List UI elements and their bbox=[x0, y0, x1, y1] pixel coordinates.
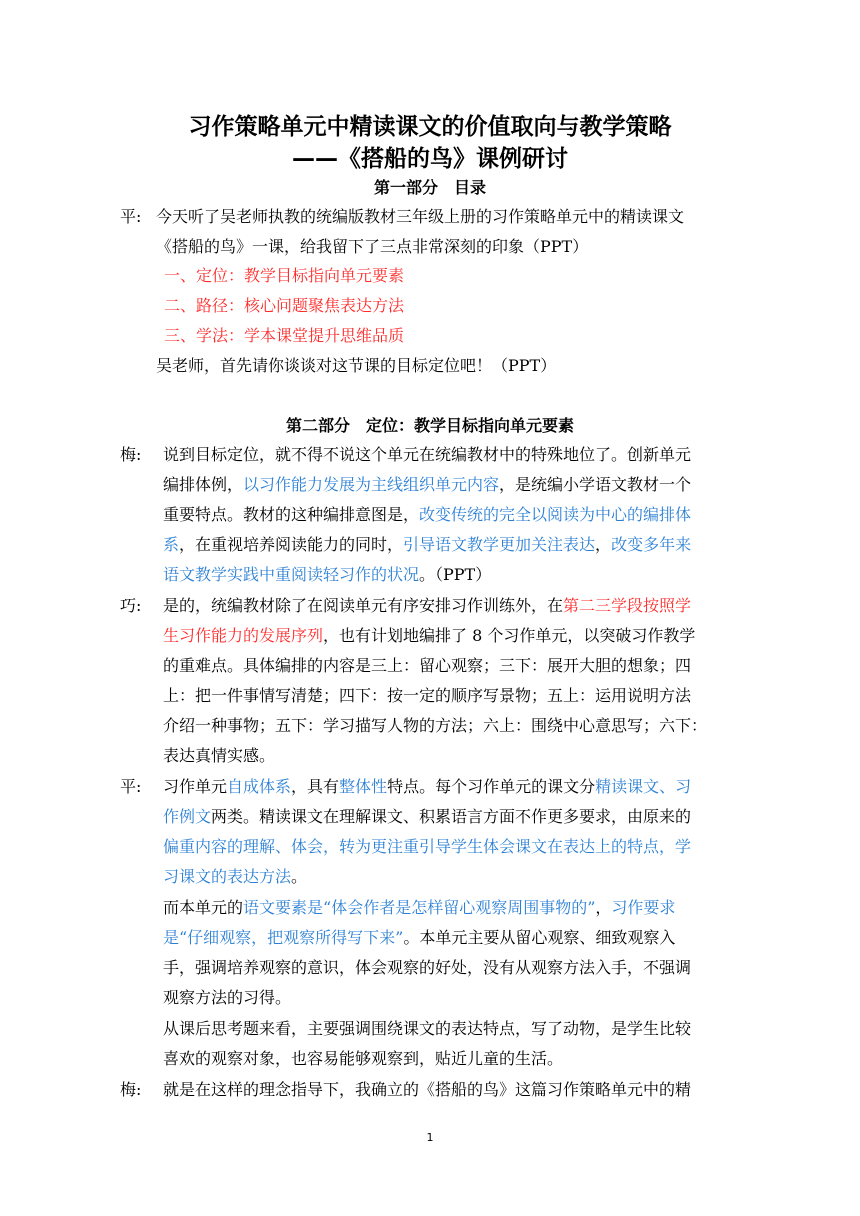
paragraph-line: 从课后思考题来看，主要强调围绕课文的表达特点，写了动物，是学生比较 bbox=[163, 1019, 692, 1038]
paragraph-line: 的重难点。具体编排的内容是三上：留心观察；三下：展开大胆的想象；四 bbox=[163, 656, 692, 675]
document-subtitle: ——《搭船的鸟》课例研讨 bbox=[292, 146, 568, 172]
highlight-text: 是“仔细观察，把观察所得写下来” bbox=[163, 928, 404, 947]
paragraph-line: 手，强调培养观察的意识，体会观察的好处，没有从观察方法入手，不强调 bbox=[163, 958, 692, 977]
paragraph-line: 观察方法的习得。 bbox=[163, 988, 292, 1007]
highlight-text: 生习作能力的发展序列 bbox=[163, 626, 324, 645]
paragraph-line: 《搭船的鸟》一课，给我留下了三点非常深刻的印象（PPT） bbox=[156, 237, 589, 256]
outline-item-2: 二、路径：核心问题聚焦表达方法 bbox=[164, 296, 405, 315]
outline-item-1: 一、定位：教学目标指向单元要素 bbox=[164, 266, 405, 285]
speaker-label: 梅: bbox=[120, 1080, 142, 1099]
highlight-text: 习作要求 bbox=[611, 898, 676, 917]
paragraph-line: 习作单元自成体系，具有整体性特点。每个习作单元的课文分精读课文、习 bbox=[163, 777, 692, 796]
section2-heading: 第二部分 定位：教学目标指向单元要素 bbox=[285, 416, 574, 435]
speaker-label: 平: bbox=[120, 207, 142, 226]
paragraph-line: 而本单元的语文要素是“体会作者是怎样留心观察周围事物的”，习作要求 bbox=[163, 898, 676, 917]
outline-item-3: 三、学法：学本课堂提升思维品质 bbox=[164, 326, 405, 345]
highlight-text: 作例文 bbox=[163, 807, 212, 826]
paragraph-line: 就是在这样的理念指导下，我确立的《搭船的鸟》这篇习作策略单元中的精 bbox=[163, 1080, 692, 1099]
highlight-text: 引导语文教学更加关注表达 bbox=[403, 535, 596, 554]
closing-question: 吴老师，首先请你谈谈对这节课的目标定位吧！（PPT） bbox=[156, 356, 557, 375]
highlight-text: 习课文的表达方法 bbox=[163, 867, 292, 886]
highlight-text: 语文教学实践中重阅读轻习作的状况 bbox=[163, 565, 420, 584]
paragraph-line: 是的，统编教材除了在阅读单元有序安排习作训练外，在第二三学段按照学 bbox=[163, 596, 692, 615]
paragraph-line: 上：把一件事情写清楚；四下：按一定的顺序写景物；五上：运用说明方法 bbox=[163, 686, 692, 705]
paragraph-line: 作例文两类。精读课文在理解课文、积累语言方面不作更多要求，由原来的 bbox=[163, 807, 692, 826]
speaker-label: 梅: bbox=[120, 445, 142, 464]
highlight-text: 语文要素是“体会作者是怎样留心观察周围事物的” bbox=[243, 898, 596, 917]
speaker-label: 平: bbox=[120, 777, 142, 796]
highlight-text: 改变多年来 bbox=[611, 535, 692, 554]
highlight-text: 整体性 bbox=[339, 777, 388, 796]
highlight-text: 自成体系 bbox=[227, 777, 292, 796]
speaker-label: 巧: bbox=[120, 596, 142, 615]
highlight-text: 精读课文、习 bbox=[595, 777, 692, 796]
highlight-text: 系 bbox=[163, 535, 180, 554]
paragraph-line: 语文教学实践中重阅读轻习作的状况。（PPT） bbox=[163, 565, 492, 584]
paragraph-line: 系，在重视培养阅读能力的同时，引导语文教学更加关注表达，改变多年来 bbox=[163, 535, 692, 554]
paragraph-line: 说到目标定位，就不得不说这个单元在统编教材中的特殊地位了。创新单元 bbox=[163, 445, 692, 464]
highlight-text: 改变传统的完全以阅读为中心的编排体 bbox=[419, 505, 692, 524]
document-title: 习作策略单元中精读课文的价值取向与教学策略 bbox=[188, 114, 672, 140]
paragraph-line: 表达真情实感。 bbox=[163, 746, 276, 765]
paragraph-line: 偏重内容的理解、体会，转为更注重引导学生体会课文在表达上的特点，学 bbox=[163, 837, 692, 856]
highlight-text: 以习作能力发展为主线组织单元内容 bbox=[243, 475, 500, 494]
page-number: 1 bbox=[426, 1131, 434, 1144]
paragraph-line: 介绍一种事物；五下：学习描写人物的方法；六上：围绕中心意思写；六下： bbox=[163, 716, 708, 735]
paragraph-line: 生习作能力的发展序列，也有计划地编排了 8 个习作单元，以突破习作教学 bbox=[163, 626, 696, 645]
paragraph-line: 编排体例，以习作能力发展为主线组织单元内容，是统编小学语文教材一个 bbox=[163, 475, 692, 494]
paragraph-line: 今天听了吴老师执教的统编版教材三年级上册的习作策略单元中的精读课文 bbox=[156, 207, 685, 226]
paragraph-line: 习课文的表达方法。 bbox=[163, 867, 308, 886]
paragraph-line: 重要特点。教材的这种编排意图是，改变传统的完全以阅读为中心的编排体 bbox=[163, 505, 692, 524]
highlight-text: 第二三学段按照学 bbox=[563, 596, 692, 615]
paragraph-line: 是“仔细观察，把观察所得写下来”。本单元主要从留心观察、细致观察入 bbox=[163, 928, 676, 947]
paragraph-line: 喜欢的观察对象，也容易能够观察到，贴近儿童的生活。 bbox=[163, 1049, 564, 1068]
section1-heading: 第一部分 目录 bbox=[373, 178, 486, 197]
